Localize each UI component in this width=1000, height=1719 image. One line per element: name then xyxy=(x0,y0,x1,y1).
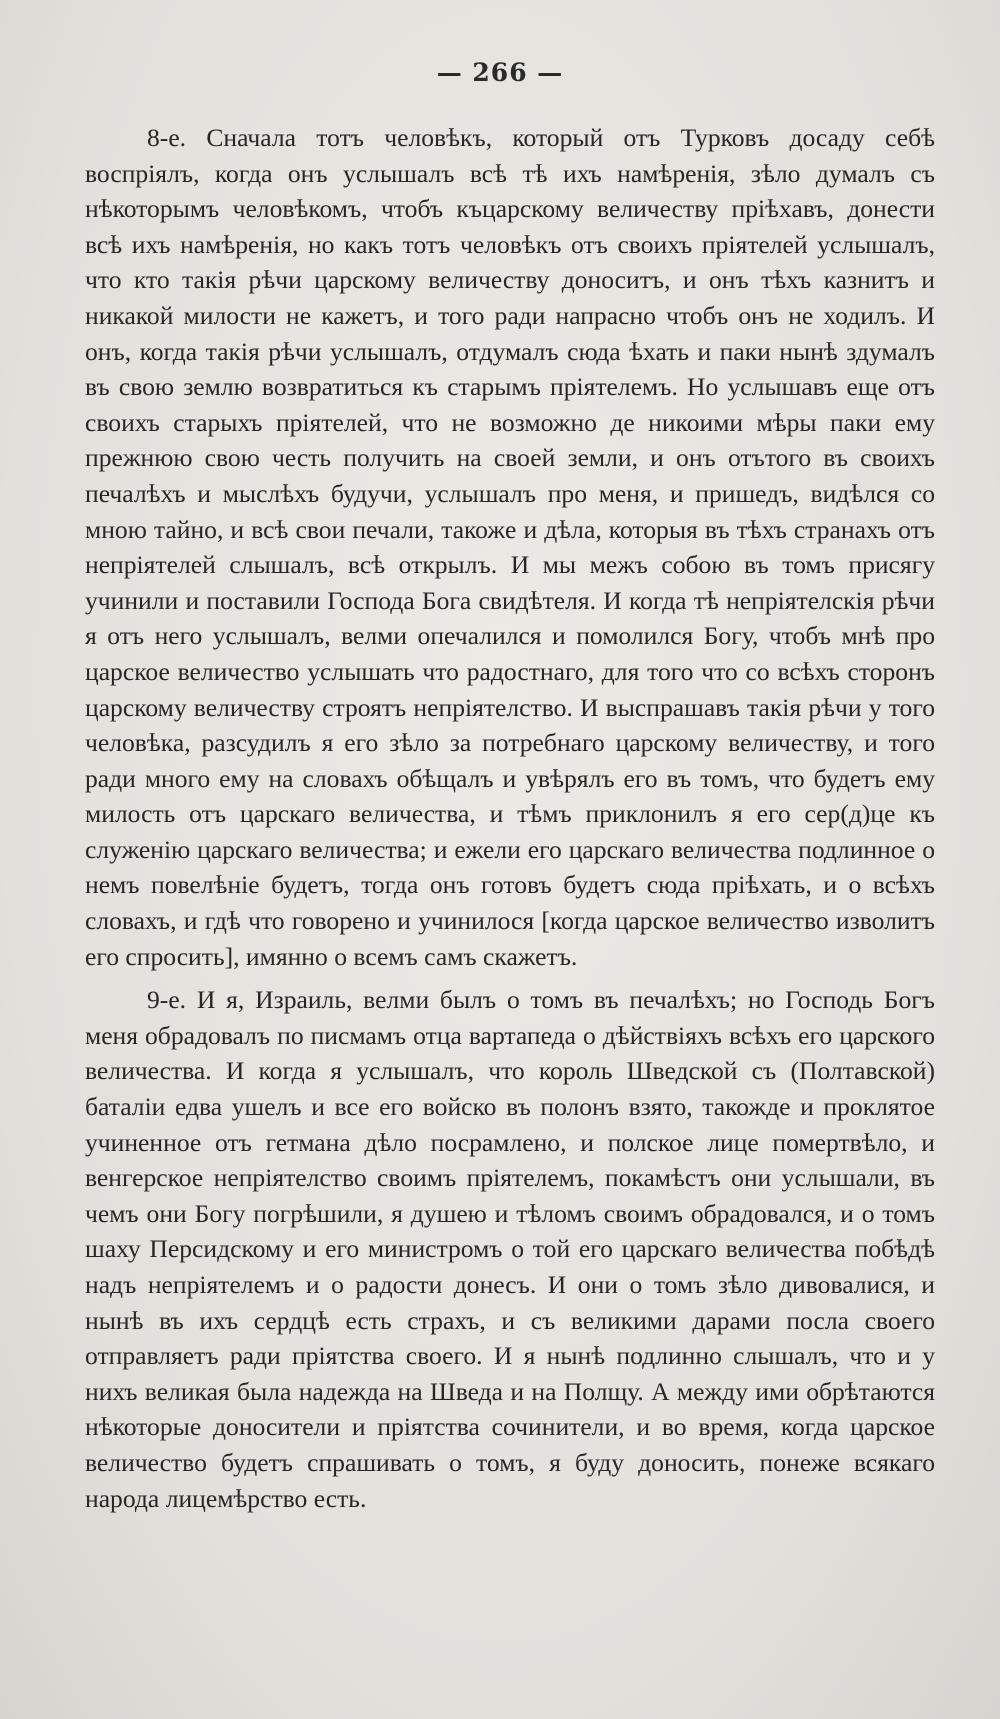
paragraph-8: 8-е. Сначала тотъ человѣкъ, который отъ Турковъ досаду себѣ воспріялъ, когда онъ услышалъ всѣ тѣ ихъ намѣренія, зѣло думалъ съ нѣкоторымъ человѣкомъ, чтобъ къцарскому величеству пріѣхавъ, донести всѣ ихъ намѣренія, но какъ тотъ человѣкъ отъ своихъ пріятелей услышалъ, что кто такія рѣчи царскому величеству доноситъ, и онъ тѣхъ казнитъ и никакой милости не кажетъ, и того ради напрасно чтобъ онъ не ходилъ. И онъ, когда такія рѣчи услышалъ, отдумалъ сюда ѣхать и паки нынѣ здумалъ въ свою землю возвратиться къ старымъ пріятелемъ. Но услышавъ еще отъ своихъ старыхъ пріятелей, что не возможно де никоими мѣры паки ему прежнюю свою честь получить на своей земли, и онъ отътого въ своихъ печалѣхъ и мыслѣхъ будучи, услышалъ про меня, и пришедъ, видѣлся со мною тайно, и всѣ свои печали, такожe и дѣла, которыя въ тѣхъ странахъ отъ непріятелей слышалъ, всѣ открылъ. И мы межъ собою въ томъ присягу учинили и поставили Господа Бога свидѣтеля. И когда тѣ непріятелскія рѣчи я отъ него услышалъ, велми опечалился и помолился Богу, чтобъ мнѣ про царское величество услышать что радостнаго, для того что со всѣхъ сторонъ царскому величеству строятъ непріятелство. И выспрашавъ такія рѣчи у того человѣка, разсудилъ я его зѣло за потребнаго царскому величеству, и того ради много ему на словахъ обѣщалъ и увѣрялъ его въ томъ, что будетъ ему милость отъ царскаго величества, и тѣмъ приклонилъ я его сер(д)це къ служенію царскаго величества; и ежели его царскаго величества подлинное о немъ повелѣніе будетъ, тогда онъ готовъ будетъ сюда пріѣхать, и о всѣхъ словахъ, и гдѣ что говорено и учинилося [когда царское величество изволитъ его спросить], имянно о всемъ самъ скажетъ. xyxy=(85,123,935,971)
page-body xyxy=(85,120,935,1516)
paragraph-9: 9-е. И я, Израиль, велми былъ о томъ въ печалѣхъ; но Господь Богъ меня обрадовалъ по писмамъ отца вартапеда о дѣйствіяхъ всѣхъ его царского величества. И когда я услышалъ, что король Шведской съ (Полтавской) баталіи едва ушелъ и все его войско въ полонъ взято, такожде и проклятое учиненное отъ гетмана дѣло посрамлено, и полское лице помертвѣло, и венгерское непріятелство своимъ пріятелемъ, покамѣстъ они услышали, въ чемъ они Богу погрѣшили, я душею и тѣломъ своимъ обрадовался, и о томъ шаху Персидскому и его министромъ о той его царскаго величества побѣдѣ надъ непріятелемъ и о радости донесъ. И они о томъ зѣло дивовалися, и нынѣ въ ихъ сердцѣ есть страхъ, и съ великими дарами посла своего отправляетъ ради пріятства своего. И я нынѣ подлинно слышалъ, что и у нихъ великая была надежда на Шведа и на Полщу. А между ими обрѣтаются нѣкоторые доносители и пріятства сочинители, и во время, когда царское величество будетъ спрашивать о томъ, я буду доносить, понеже всякаго народа лицемѣрство есть. xyxy=(85,985,935,1513)
page-number: — 266 — xyxy=(436,58,564,87)
